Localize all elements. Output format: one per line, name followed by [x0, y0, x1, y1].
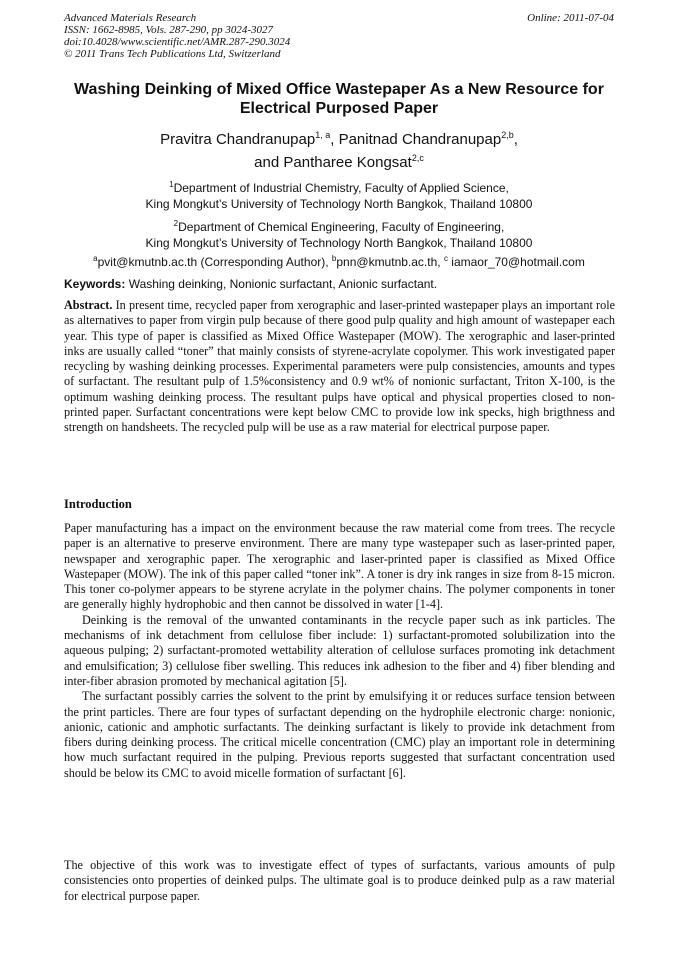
- author-sup: 2,b: [501, 130, 514, 140]
- paper-title: [40, 80, 638, 118]
- title-line-2: Electrical Purposed Paper: [239, 100, 439, 117]
- abstract-text: In present time, recycled paper from xerographic and laser-printed wastepaper plays an important role as alternatives to paper from virgin pulp because of there good pulp quality and high amount of wastepaper each year. This type of paper is classified as Mixed Office Wastepaper (MOW). The xerographic and laser-printed inks are usually called “toner” that mainly consists of styrene-acrylate copolymer. This work investigated paper recycling by washing deinking processes. Experimental parameters were pulp consistencies, amounts and types of surfactant. The resultant pulp of 1.5%consistency and 0.9 wt% of nonionic surfactant, Triton X-100, is the optimum washing deinking process. The resultant pulps have optical and physical properties closed to non-printed paper. Surfactant concentrations were kept below CMC to provide low ink specks, high brigthness and strength on handsheets. The recycled pulp will be use as a raw material for electrical purpose paper.: [64, 298, 615, 435]
- authors-line-1: [40, 128, 638, 151]
- email-sup: c: [443, 254, 448, 263]
- online-date: Online: 2011-07-04: [527, 12, 614, 24]
- author-sup: 1, a: [315, 130, 331, 140]
- author-name: Pantharee Kongsat: [283, 154, 412, 171]
- affiliation-text: Department of Chemical Engineering, Faculty of Engineering,: [178, 220, 505, 234]
- abstract: [64, 298, 615, 436]
- doi-line: doi:10.4028/www.scientific.net/AMR.287-290.3024: [64, 36, 291, 48]
- author-separator: ,: [330, 131, 339, 148]
- intro-paragraph-2: Deinking is the removal of the unwanted contaminants in the recycle paper such as ink particles. The mechanisms of ink detachment from cellulose fiber include: 1) surfactant-promoted solubilization into the aqueous pulping; 2) surfactant-promoted wettability alteration of cellulose surfaces promoting ink detachment and emulsification; 3) cellulose fiber swelling. This reduces ink adhesion to the fiber and 4) fiber blending and inter-fiber abrasion promoted by mechanical agitation [5].: [64, 612, 615, 688]
- email-sup: a: [93, 254, 98, 263]
- journal-name: Advanced Materials Research: [64, 12, 197, 24]
- keywords-text: Washing deinking, Nonionic surfactant, Anionic surfactant.: [125, 277, 438, 291]
- affiliation-1: [40, 180, 638, 212]
- intro-paragraph-1: Paper manufacturing has a impact on the environment because the raw material come from trees. The recycle paper is an alternative to preserve environment. There are many type wastepaper such as laser-printed paper, newspaper and xerographic paper. The xerographic and laser-printed paper is classified as Mixed Office Wastepaper (MOW). The ink of this paper called “toner ink”. A toner is dry ink ranges in size from 8-15 micron. This toner co-polymer appears to be styrene acrylate in the polymer chains. The polymer components in toner are generally highly hydrophobic and then cannot be dissolved in water [1-4].: [64, 521, 615, 612]
- author-conjunction: and: [254, 154, 284, 171]
- title-line-1: Washing Deinking of Mixed Office Wastepaper As a New Resource for: [74, 81, 604, 98]
- affiliation-sup: 2: [173, 219, 179, 228]
- author-name: Panitnad Chandranupap: [338, 131, 502, 148]
- affiliation-2-line-2: King Mongkut’s University of Technology North Bangkok, Thailand 10800: [145, 236, 533, 250]
- affiliation-text: Department of Industrial Chemistry, Faculty of Applied Science,: [173, 181, 509, 195]
- email-b: pnn@kmutnb.ac.th,: [336, 255, 444, 269]
- author-separator: ,: [513, 131, 518, 148]
- affiliation-2-line-1: [40, 219, 638, 235]
- affiliation-2: [40, 219, 638, 251]
- objective-paragraph: The objective of this work was to investigate effect of types of surfactants, various amounts of pulp consistencies onto properties of deinked pulps. The ultimate goal is to produce deinked pulp as a raw material for electrical purpose paper.: [64, 858, 615, 903]
- author-name: Pravitra Chandranupap: [160, 131, 316, 148]
- abstract-label: Abstract.: [64, 298, 113, 312]
- intro-paragraph-3: The surfactant possibly carries the solvent to the print by emulsifying it or reduces surface tension between the print particles. There are four types of surfactant depending on the hydrophile electronic charge: nonionic, anionic, cationic and amphotic surfactants. The deinking surfactant is likely to provide ink detachment from fibers during deinking process. The critical micelle concentration (CMC) play an important role in determining how much surfactant required in the pulping. Previous reports suggested that surfactant concentration used should be below its CMC to avoid micelle formation of surfactant [6].: [64, 689, 615, 780]
- email-sup: b: [331, 254, 337, 263]
- affiliation-1-line-1: [40, 180, 638, 196]
- issn-line: ISSN: 1662-8985, Vols. 287-290, pp 3024-3027: [64, 24, 273, 36]
- keywords-label: Keywords:: [64, 277, 126, 291]
- authors-line-2: [40, 151, 638, 174]
- author-list: [40, 128, 638, 174]
- author-sup: 2,c: [411, 153, 424, 163]
- section-heading-introduction: Introduction: [64, 497, 132, 511]
- affiliation-1-line-2: King Mongkut’s University of Technology North Bangkok, Thailand 10800: [145, 197, 533, 211]
- keywords: [64, 276, 616, 292]
- copyright-line: © 2011 Trans Tech Publications Ltd, Switzerland: [64, 48, 281, 60]
- author-emails: [40, 254, 638, 270]
- affiliation-sup: 1: [169, 180, 174, 189]
- email-a: pvit@kmutnb.ac.th (Corresponding Author),: [97, 255, 332, 269]
- journal-header: [64, 12, 290, 60]
- introduction-body: [64, 521, 615, 781]
- email-c: iamaor_70@hotmail.com: [447, 255, 585, 269]
